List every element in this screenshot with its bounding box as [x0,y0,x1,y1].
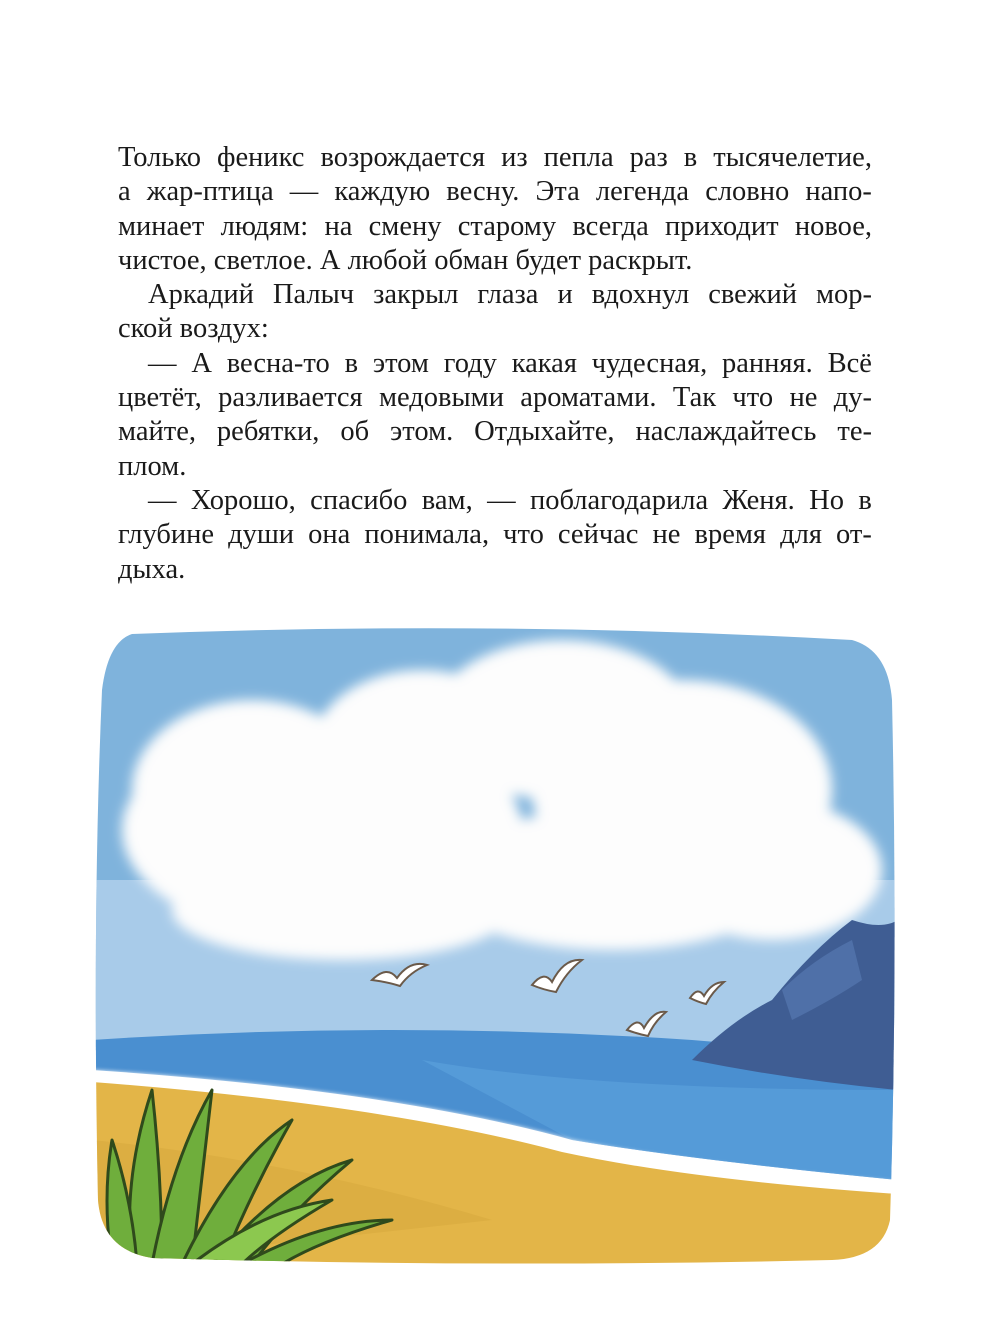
text-line [118,553,872,587]
word: Отдыхайте, [474,416,615,448]
word: на [324,210,353,242]
word: майте, [118,416,196,448]
word: чудесная, [591,347,708,379]
text-line [118,312,872,346]
word: ребятки, [216,416,320,448]
word: не [652,519,681,551]
word: а [118,176,131,208]
word: души [228,519,295,551]
word: Эта [535,176,580,208]
word: Женя. [722,484,795,516]
word: Так [672,382,717,414]
text-line [118,381,872,415]
word: из [501,142,528,173]
word: в [683,142,698,173]
word: мор- [815,279,872,311]
word: весна-то [226,347,330,379]
word: людям: [220,210,309,242]
word: Аркадий [148,279,254,311]
text-line [118,415,872,449]
word: глаза [477,279,539,311]
text-line [118,210,872,244]
word: вам, [421,484,473,516]
line-text: чистое, светлое. А любой обман будет раскрыт. [118,244,693,276]
word: весну. [446,176,520,208]
word: поблагодарила [530,484,709,516]
word: те- [837,416,872,448]
word: возрождается [320,142,486,173]
word: минает [118,210,205,242]
word: наслаждайтесь [635,416,817,448]
word: Только [118,142,202,173]
word: — [487,484,516,516]
line-text: ской воздух: [118,313,269,345]
word: глубине [118,519,214,551]
word: раз [629,142,668,173]
word: закрыл [373,279,459,311]
word: спасибо [310,484,408,516]
line-text: плом. [118,450,187,482]
word: вдохнул [591,279,690,311]
word: понимала, [364,519,490,551]
word: ду- [833,382,872,414]
word: — [148,347,177,379]
word: сейчас [557,519,639,551]
text-line [118,244,872,278]
word: — [148,484,177,516]
text-line [118,141,872,175]
word: Хорошо, [190,484,296,516]
word: в [344,347,359,379]
word: что [732,382,774,414]
word: ароматами. [520,382,657,414]
word: и [557,279,573,311]
word: какая [511,347,577,379]
text-line [118,484,872,518]
word: от- [836,519,872,551]
word: в [858,484,872,516]
word: Но [809,484,845,516]
word: каждую [334,176,431,208]
word: этом [372,347,429,379]
word: всегда [572,210,649,242]
word: — [289,176,319,208]
word: время [694,519,767,551]
word: пепла [543,142,614,173]
text-line [118,347,872,381]
word: свежий [708,279,797,311]
word: новое, [794,210,872,242]
word: Палыч [272,279,355,311]
word: феникс [217,142,305,173]
word: медовыми [379,382,504,414]
word: словно [705,176,790,208]
word: не [789,382,818,414]
text-line [118,175,872,209]
word: Всё [827,347,872,379]
word: для [780,519,822,551]
word: она [308,519,351,551]
word: разливается [218,382,363,414]
word: А [191,347,212,379]
word: об [340,416,370,448]
beach-illustration [92,620,898,1264]
word: цветёт, [118,382,202,414]
word: приходит [665,210,779,242]
word: тысячелетие, [713,142,872,173]
line-text: дыха. [118,553,186,585]
word: ранняя. [722,347,813,379]
word: этом. [390,416,454,448]
word: напо- [805,176,872,208]
word: жар-птица [146,176,274,208]
word: смену [368,210,442,242]
text-line [118,278,872,312]
word: легенда [595,176,690,208]
word: году [443,347,497,379]
text-line [118,450,872,484]
word: старому [457,210,557,242]
story-text [118,141,872,587]
word: что [503,519,544,551]
text-line [118,518,872,552]
